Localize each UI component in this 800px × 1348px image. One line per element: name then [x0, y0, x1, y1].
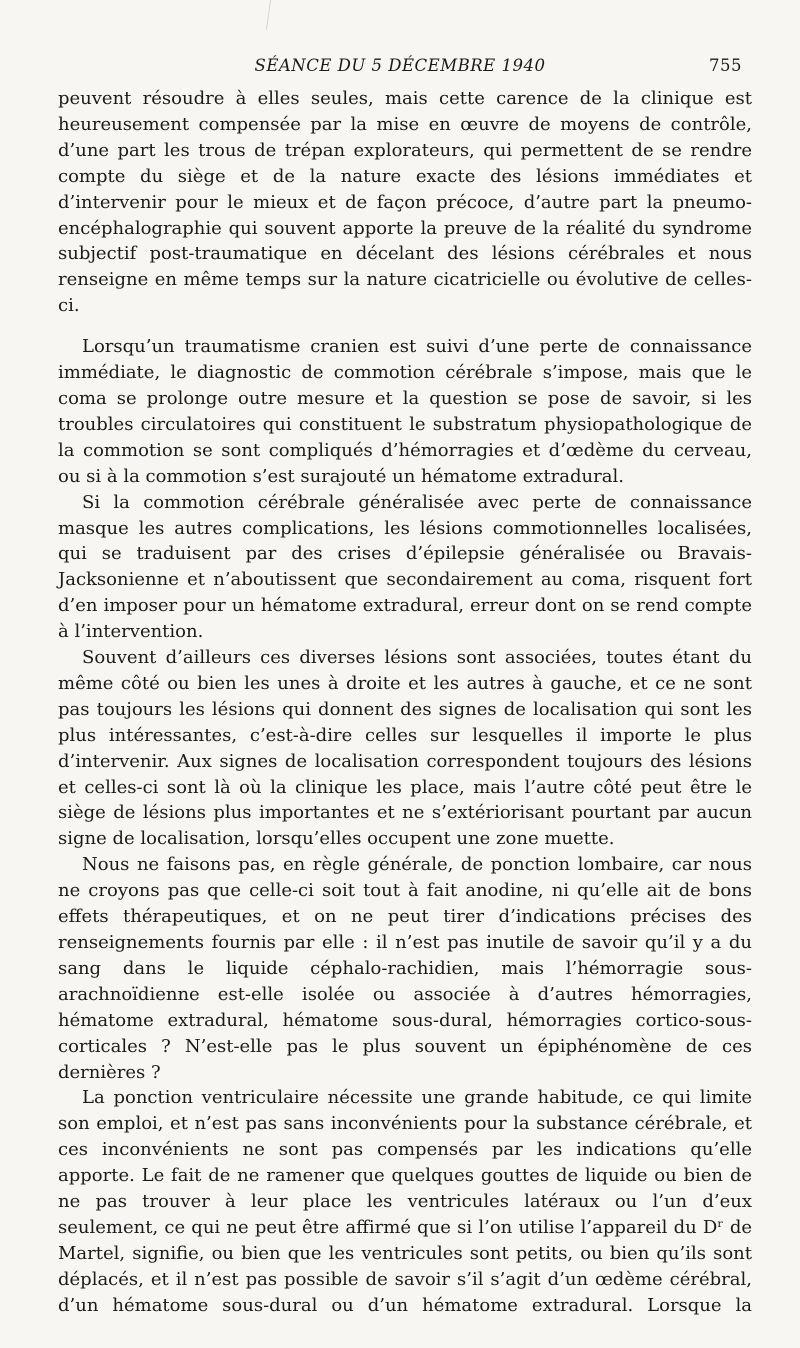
running-title: SÉANCE DU 5 DÉCEMBRE 1940	[254, 56, 546, 75]
paragraph-5: Nous ne faisons pas, en règle générale, de ponction lombaire, car nous ne croyons pas que celle-ci soit tout à fait anodine, ni qu’elle ait de bons effets thérapeutiques, et on ne peut tirer d’indications précises des renseignements fournis par elle : il n’est pas inutile de savoir qu’il y a du sang dans le liquide céphalo-rachidien, mais l’hémorragie sous-arachnoïdienne est-elle isolée ou associée à d’autres hémorragies, hématome extradural, hématome sous-dural, hémorragies cortico-sous-corticales ? N’est-elle pas le plus souvent un épiphénomène de ces dernières ?	[58, 854, 752, 1083]
running-head	[58, 56, 742, 80]
paragraph-4: Souvent d’ailleurs ces diverses lésions sont associées, toutes étant du même côté ou bien les unes à droite et les autres à gauche, et ce ne sont pas toujours les lésions qui donnent des signes de localisation qui sont les plus intéressantes, c’est-à-dire celles sur lesquelles il importe le plus d’intervenir. Aux signes de localisation correspondent toujours des lésions et celles-ci sont là où la clinique les place, mais l’autre côté peut être le siège de lésions plus importantes et ne s’extériorisant pourtant par aucun signe de localisation, lorsqu’elles occupent une zone muette.	[58, 647, 752, 850]
page-number: 755	[709, 56, 742, 75]
paragraph-1: peuvent résoudre à elles seules, mais cette carence de la clinique est heureusement compensée par la mise en œuvre de moyens de contrôle, d’une part les trous de trépan explorateurs, qui permettent de se rendre compte du siège et de la nature exacte des lésions immédiates et d’intervenir pour le mieux et de façon précoce, d’autre part la pneumo-encéphalographie qui souvent apporte la preuve de la réalité du syndrome subjectif post-traumatique en décelant des lésions cérébrales et nous renseigne en même temps sur la nature cicatricielle ou évolutive de celles-ci.	[58, 88, 752, 317]
paragraph-2: Lorsqu’un traumatisme cranien est suivi d’une perte de connaissance immédiate, le diagnostic de commotion cérébrale s’impose, mais que le coma se prolonge outre mesure et la question se pose de savoir, si les troubles circulatoires qui constituent le substratum physiopathologique de la commotion se sont compliqués d’hémorragies et d’œdème du cerveau, ou si à la commotion s’est surajouté un hématome extradural.	[58, 336, 752, 487]
paragraph-3: Si la commotion cérébrale généralisée avec perte de connaissance masque les autres complications, les lésions commotionnelles localisées, qui se traduisent par des crises d’épilepsie généralisée ou Bravais-Jacksonienne et n’aboutissent que secondairement au coma, risquent fort d’en imposer pour un hématome extradural, erreur dont on se rend compte à l’intervention.	[58, 491, 752, 643]
paragraph-6: La ponction ventriculaire nécessite une grande habitude, ce qui limite son emploi, et n’est pas sans inconvénients pour la substance cérébrale, et ces inconvénients ne sont pas compensés par les indications qu’elle apporte. Le fait de ne ramener que quelques gouttes de liquide ou bien de ne pas trouver à leur place les ventricules latéraux ou l’un d’eux seulement, ce qui ne peut être affirmé que si l’on utilise l’appareil du Dʳ de Martel, signifie, ou bien que les ventricules sont petits, ou bien qu’ils sont déplacés, et il n’est pas possible de savoir s’il s’agit d’un œdème cérébral, d’un hématome sous-dural ou d’un hématome extradural. Lorsque la	[58, 1087, 752, 1316]
paper-crease	[266, 0, 271, 30]
body-text	[58, 86, 752, 1319]
